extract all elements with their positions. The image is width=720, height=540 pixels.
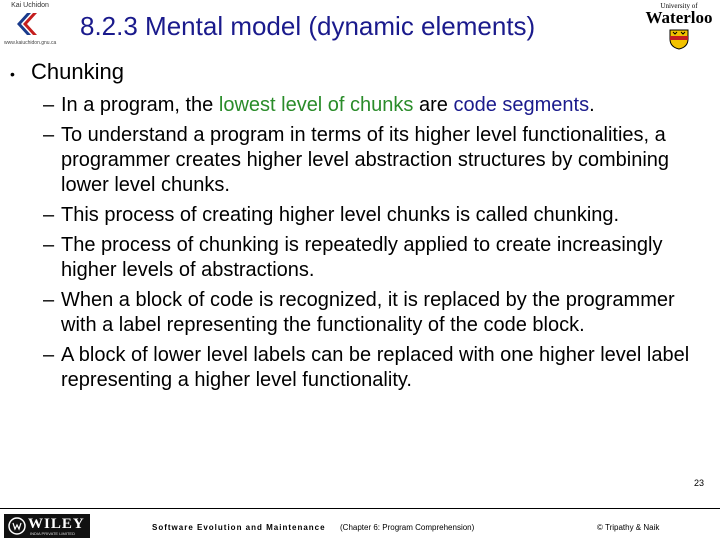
wiley-subname: INDIA PRIVATE LIMITED — [30, 531, 75, 536]
highlight-code-segments: code segments — [453, 94, 590, 116]
left-logo-caption: Kai Uchidon — [11, 2, 49, 9]
list-item: – In a program, the lowest level of chunks are code segments. — [43, 94, 595, 116]
list-item: – To understand a program in terms of its higher level functionalities, a programmer creates higher level abstraction structures by combining lower level chunks. — [43, 124, 670, 196]
list-item: – A block of lower level labels can be replaced with one higher level label representing a higher level functionality. — [43, 344, 690, 391]
section-heading: Chunking — [31, 59, 124, 84]
wiley-emblem-icon — [8, 517, 26, 535]
footer-course-title: Software Evolution and Maintenance — [152, 523, 326, 532]
dash-marker: – — [43, 204, 55, 226]
footer-divider — [0, 508, 720, 509]
left-logo-subcaption: www.kaiuchidon.gnu.ca — [4, 40, 57, 46]
list-item: – When a block of code is recognized, it is replaced by the programmer with a label representing the functionality of the code block. — [43, 289, 675, 336]
left-logo — [4, 2, 56, 48]
dash-marker: – — [43, 234, 55, 256]
waterloo-logo-top: University of — [660, 2, 698, 10]
bullet-marker: • — [10, 66, 15, 82]
page-number: 23 — [694, 478, 705, 488]
wiley-logo — [4, 514, 90, 538]
footer-copyright: © Tripathy & Naik — [597, 523, 660, 532]
wiley-name: WILEY — [28, 516, 85, 532]
dash-marker: – — [43, 344, 55, 366]
dash-marker: – — [43, 94, 55, 116]
ck-logo-icon — [13, 11, 47, 37]
slide-title: 8.2.3 Mental model (dynamic elements) — [80, 11, 536, 41]
crest-icon — [668, 28, 690, 50]
waterloo-logo-name: Waterloo — [645, 8, 713, 27]
footer-chapter: (Chapter 6: Program Comprehension) — [340, 523, 475, 532]
list-item: – The process of chunking is repeatedly applied to create increasingly higher levels of abstractions. — [43, 234, 663, 281]
dash-marker: – — [43, 124, 55, 146]
highlight-lowest-level: lowest level of chunks — [218, 94, 414, 116]
waterloo-logo — [640, 2, 718, 50]
dash-marker: – — [43, 289, 55, 311]
sub-bullet-list — [43, 93, 713, 398]
list-item: – This process of creating higher level chunks is called chunking. — [43, 204, 620, 226]
